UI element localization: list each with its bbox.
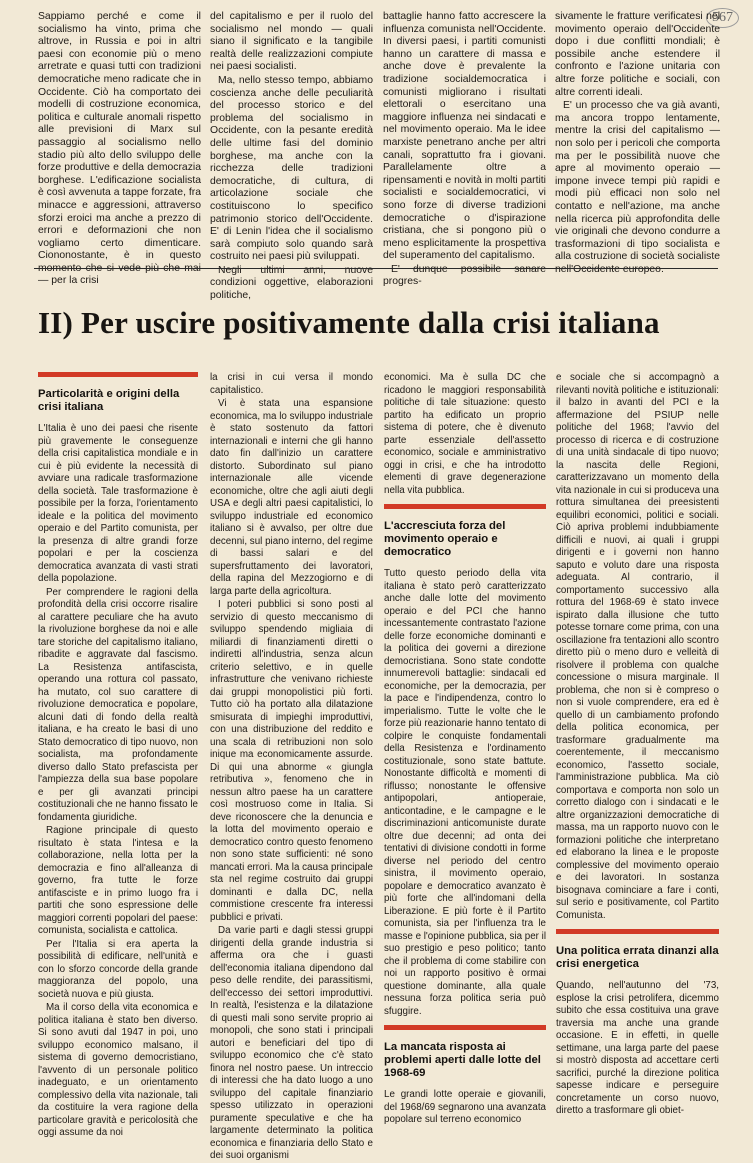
subheading: L'accresciuta forza del movimento operaio e democratico xyxy=(384,520,506,558)
page-number: 567 xyxy=(706,8,739,28)
paragraph: Negli ultimi anni, nuove condizioni oggettive, elaborazioni politiche, xyxy=(210,264,373,302)
paragraph: L'Italia è uno dei paesi che risente più gravemente le conseguenze della crisi capitalistica mondiale e in cui è più evidente la necessità di avviare una radicale trasformazione della società. Tale trasformazione è possibile per la forza, l'orientamento ideale e la politica del movimento operaio e del Partito comunista, per la presenza di altre grandi forze popolari e per la coscienza democratica avanzata di vasti strati della popolazione. xyxy=(38,423,198,584)
section-title: II) Per uscire positivamente dalla crisi italiana xyxy=(38,305,660,340)
article-column-3 xyxy=(384,372,546,1125)
red-rule xyxy=(384,504,546,509)
paragraph: Per comprendere le ragioni della profondità della crisi occorre risalire al carattere peculiare che ha avuto la rivoluzione borghese da noi e alle tare storiche del capitalismo italiano, ribadite e aggravate dal fascismo. La Resistenza antifascista, operando una rottura col passato, ha mutato, col suo carattere di rivoluzione democratica e popolare, alcuni dati di fondo della realtà italiana, e ha creato le basi di uno Stato democratico di tipo nuovo, non socialista, ma profondamente diverso dallo Stato prefascista per l'ampiezza della sua base popolare e per gli avanzati principi costituzionali che ne hanno fissato le fondamenta giuridiche. xyxy=(38,586,198,823)
paragraph: Sappiamo perché e come il socialismo ha vinto, prima che altrove, in Russia e poi in altri paesi con economie più o meno arretrate e quasi tutti con tradizioni democratiche meno radicate che in Occidente. Ciò ha comportato dei modelli di costruzione economica, politica e culturale anomali rispetto alle previsioni di Marx sul passaggio al socialismo nello stadio più alto dello sviluppo delle forze produttive e della democrazia borghese. L'edificazione socialista è così avvenuta a tappe forzate, fra minacce e aggressioni, attraverso sforzi eroici ma anche a prezzo di errori e deformazioni che non vogliamo certo dimenticare. Ciononostante, è in questo momento che si vede più che mai — per la crisi xyxy=(38,11,201,287)
article-column-2 xyxy=(210,372,373,1161)
paragraph: E' un processo che va già avanti, ma ancora troppo lentamente, mentre la crisi del capitalismo — non solo per i pericoli che comporta ma per le possibilità nuove che apre al movimento operaio — impone invece tempi più rapidi e modi più efficaci non solo nel contatto e nell'azione, ma anche nella ricerca più approfondita delle vie originali che devono condurre a trasformazioni di tipo socialista e alla costruzione di società socialiste nell'Occidente europeo. xyxy=(555,100,720,275)
paragraph: Vi è stata una espansione economica, ma lo sviluppo industriale è stato sostenuto da fattori internazionali e interni che gli hanno dato fin dall'inizio un carattere distorto. Subordinato sul piano internazionale alle vicende economiche, oltre che agli aiuti degli USA e degli altri paesi capitalistici, lo sviluppo industriale ed economico italiano si è avvalso, per oltre due decenni, sul piano interno, del regime di bassi salari e del supersfruttamento dei lavoratori, della rapina del Mezzogiorno e di larga parte della agricoltura. xyxy=(210,398,373,597)
paragraph: E' dunque possibile sanare progres- xyxy=(383,263,546,288)
paragraph: Per l'Italia si era aperta la possibilità di edificare, nell'unità e con lo sforzo concorde della grande maggioranza del popolo, una società nuova e più giusta. xyxy=(38,938,198,1000)
paragraph: I poteri pubblici si sono posti al servizio di questo meccanismo di sviluppo spendendo migliaia di miliardi di finanziamenti diretti o indiretti all'industria, senza alcun criterio selettivo, e in quelle infrastrutture che venivano richieste dai gruppi monopolistici più forti. Tutto ciò ha portato alla dilatazione smisurata di impieghi improduttivi, con una distribuzione del reddito e una scala di retribuzioni non solo inique ma economicamente assurde. Di qui una abnorme « giungla retributiva », fenomeno che in nessun altro paese ha un carattere così mostruoso come in Italia. Si deve riconoscere che la denuncia e la lotta del movimento operaio e democratico contro questo fenomeno non sono state sufficienti: né sono mancati errori. Ma la causa principale sta nel regime costruito dai gruppi dominanti e dalla DC, nella commistione crescente fra interessi pubblici e privati. xyxy=(210,599,373,923)
subheading: Particolarità e origini della crisi italiana xyxy=(38,388,180,413)
paragraph: e sociale che si accompagnò a rilevanti novità politiche e istituzionali: il balzo in avanti del PCI e la affermazione del PSIUP nelle politiche del 1968; l'avvio del processo di ricerca e di costruzione di una unità sindacale di tipo nuovo; la nascita delle Regioni, caratterizzavano un momento della vita nazionale in cui si produceva una rottura simultanea dei preesistenti equilibri economici, politici e sociali. Ciò apriva problemi indubbiamente difficili e nuovi, ai quali i gruppi dirigenti e i governi non hanno saputo e voluto dare una risposta adeguata. Al contrario, il comportamento successivo alla rottura del 1968-69 è stato invece ispirato dalla illusione che tutto potesse tornare come prima, con una oscillazione fra tentazioni allo scontro diretto più o meno duro e velleità di risolvere il problema con qualche concessione o misura marginale. Il problema, che non si è compreso o non si vuole comprendere, era ed è quello di un cambiamento profondo della politica economica, per trasformare gradualmente ma coerentemente, il meccanismo economico, l'assetto sociale, l'amministrazione pubblica. Ma ciò comportava e comporta non solo un corretto dialogo con i sindacati e le altre organizzazioni democratiche di massa, ma un rapporto nuovo con le formazioni politiche che interpretano ed elaborano la linea e le proposte complessive del movimento operaio e dei lavoratori. In sostanza bisognava cominciare a fare i conti, sul serio e positivamente, col Partito Comunista. xyxy=(556,372,719,921)
paragraph: del capitalismo e per il ruolo del socialismo nel mondo — quali siano il significato e la tangibile realtà delle realizzazioni compiute nei paesi socialisti. xyxy=(210,11,373,73)
section-divider xyxy=(34,268,718,269)
article-column-4 xyxy=(556,372,719,1116)
paragraph: sivamente le fratture verificatesi nel movimento operaio dell'Occidente dopo i due conflitti mondiali; è possibile anche estendere il confronto e l'azione unitaria con altre forze politiche e sociali, con altre correnti ideali. xyxy=(555,11,720,98)
subheading: La mancata risposta ai problemi aperti dalle lotte del 1968-69 xyxy=(384,1041,541,1079)
paragraph: economici. Ma è sulla DC che ricadono le maggiori responsabilità politiche di tale situazione: questo partito ha edificato un proprio sistema di potere, che è divenuto parte essenziale dell'assetto economico, sociale e amministrativo oggi in crisi, e che ha introdotto elementi di grave degenerazione nella vita pubblica. xyxy=(384,372,546,496)
paragraph: battaglie hanno fatto accrescere la influenza comunista nell'Occidente. In diversi paesi, i partiti comunisti hanno un carattere di massa e anche dove è prevalente la tradizione socialdemocratica i comunisti migliorano i risultati elettorali o esercitano una maggiore influenza nei sindacati e nel movimento operaio. Ma le idee marxiste penetrano anche per altri canali, soprattutto fra i giovani. Parallelamente oltre a ripensamenti e novità in molti partiti socialisti e socialdemocratici, vi sono forze di diverse tradizioni democratiche o d'ispirazione cristiana, che si pongono più o meno esplicitamente la prospettiva del superamento del capitalismo. xyxy=(383,11,546,262)
paragraph: Le grandi lotte operaie e giovanili, del 1968/69 segnarono una avanzata popolare sul terreno economico xyxy=(384,1089,546,1125)
red-rule xyxy=(556,929,719,934)
top-column-1 xyxy=(38,11,201,287)
red-rule xyxy=(38,372,198,377)
paragraph: Ma, nello stesso tempo, abbiamo coscienza anche delle peculiarità del processo storico e del problema del socialismo in Occidente, con la pesante eredità delle ultime fasi del dominio borghese, ma anche con la ricchezza delle tradizioni democratiche, di cultura, di articolazione sociale che costituiscono lo specifico patrimonio storico dell'Occidente. E' di Lenin l'idea che il socialismo sarà compiuto solo quando sarà costruito nei paesi più sviluppati. xyxy=(210,74,373,263)
paragraph: Da varie parti e dagli stessi gruppi dirigenti della grande industria si afferma ora che i guasti dell'economia italiana dipendono dal peso delle rendite, dei parassitismi, dell'eccesso dei settori improduttivi. In realtà, l'esistenza e la dilatazione di questi mali sono servite proprio ai monopoli, che sono stati i principali autori e beneficiari del tipo di sviluppo economico che c'è stato finora nel nostro paese. Un intreccio di interessi che ha dato luogo a uno sviluppo del capitale finanziario spesso utilizzato in operazioni puramente speculative e che ha largamente determinato la politica economica e finanziaria dello Stato e dei suoi organismi xyxy=(210,925,373,1161)
red-rule xyxy=(384,1025,546,1030)
paragraph: la crisi in cui versa il mondo capitalistico. xyxy=(210,372,373,396)
paragraph: Quando, nell'autunno del '73, esplose la crisi petrolifera, dicemmo subito che essa costituiva una grave traversia ma anche una grande occasione. E in effetti, in quelle settimane, una larga parte del paese si mostrò disposta ad accettare certi sacrifici, purché la direzione politica sapesse indicare e perseguire concretamente un corso nuovo, diretto a trasformare gli obiet- xyxy=(556,980,719,1116)
article-column-1 xyxy=(38,372,198,1138)
subheading: Una politica errata dinanzi alla crisi energetica xyxy=(556,945,719,970)
top-column-3 xyxy=(383,11,546,288)
top-column-4 xyxy=(555,11,720,275)
paragraph: Ma il corso della vita economica e politica italiana è stato ben diverso. Si sono avuti dal 1947 in poi, uno sviluppo economico malsano, il sistema di governo democristiano, l'avvento di un personale politico inadeguato, e un orientamento complessivo della vita nazionale, tali da costituire la vera ragione della particolare gravità e pericolosità che oggi assume da noi xyxy=(38,1002,198,1138)
paragraph: Tutto questo periodo della vita italiana è stato però caratterizzato anche dalle lotte del movimento operaio e del PCI che hanno incessantemente contrastato l'azione delle forze economiche dominanti e la politica dei governi a direzione democristiana. Sono state condotte innumerevoli battaglie: sindacali ed economiche, per la democrazia, per la pace e l'indipendenza, contro lo imperialismo. Tutte le volte che le forze più reazionarie hanno tentato di colpire le conquiste fondamentali della Resistenza e l'ordinamento costituzionale, sono state battute. Nonostante difficoltà e momenti di riflusso; nonostante le offensive antipopolari, antioperaie, anticontadine, e le campagne e le discriminazioni anticomuniste durate oltre due decenni; ad onta dei tentativi di divisione condotti in forme diverse nel periodo del centro sinistra, il movimento operaio, popolare e democratico avanzato è più forte che all'indomani della Liberazione. E più forte è il Partito comunista, sia per l'influenza tra le masse e l'opinione pubblica, sia per il suo prestigio e peso politico; tanto che il problema di come stabilire con noi un rapporto positivo è ormai questione dominante, alla quale nessuna forza politica seria può sfuggire. xyxy=(384,568,546,1017)
paragraph: Ragione principale di questo risultato è stata l'intesa e la collaborazione, nella lotta per la democrazia e fino all'alleanza di governo, fra tutte le forze antifasciste e in primo luogo fra i partiti che sono espressione delle maggiori correnti popolari del paese: comunista, socialista e cattolica. xyxy=(38,825,198,936)
top-column-2 xyxy=(210,11,373,302)
